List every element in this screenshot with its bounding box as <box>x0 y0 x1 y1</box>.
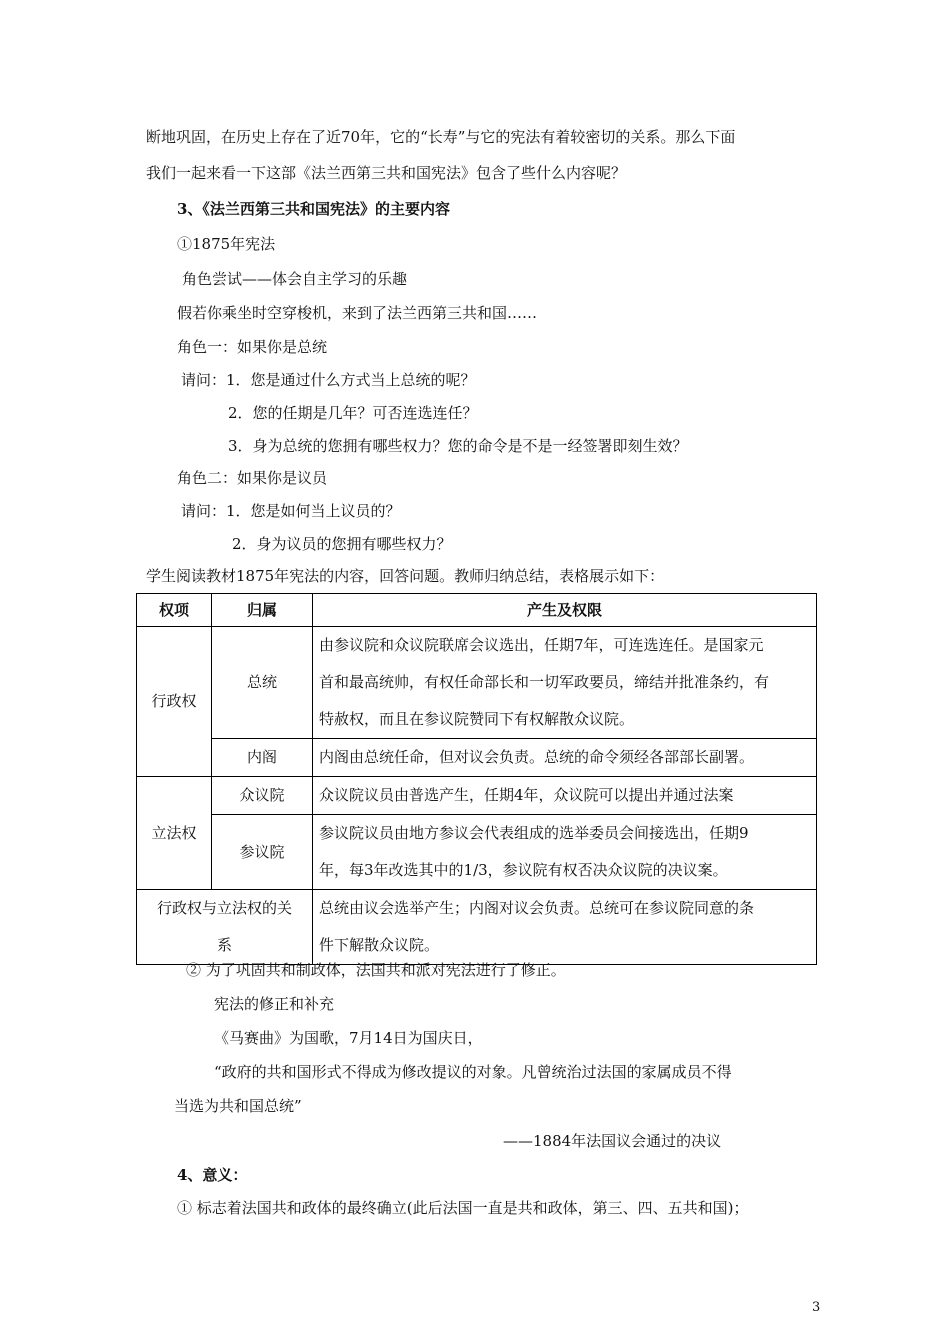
table-cell-president: 总统 <box>212 627 313 739</box>
table-header: 产生及权限 <box>313 594 817 627</box>
table-cell-exec-power: 行政权 <box>137 627 212 777</box>
table-cell-chamber: 众议院 <box>212 777 313 815</box>
table-cell-leg-power: 立法权 <box>137 777 212 890</box>
table-cell-president-desc: 由参议院和众议院联席会议选出，任期7年，可连选连任。是国家元 首和最高统帅，有权任命部长和一切军政要员，缔结并批准条约，有 特赦权，而且在参议院赞同下有权解散众议院。 <box>313 627 817 739</box>
question-line: 2．您的任期是几年？可否连选连任？ <box>228 404 478 422</box>
quote-source: ——1884年法国议会通过的决议 <box>503 1132 722 1150</box>
time-travel-line: 假若你乘坐时空穿梭机，来到了法兰西第三共和国…… <box>177 304 538 322</box>
table-row <box>137 777 817 815</box>
subheading-1875-constitution: ①1875年宪法 <box>177 235 276 253</box>
question-line: 2．身为议员的您拥有哪些权力？ <box>232 535 452 553</box>
role-two-line: 角色二：如果你是议员 <box>177 469 328 487</box>
role-one-line: 角色一：如果你是总统 <box>177 338 328 356</box>
table-header: 权项 <box>137 594 212 627</box>
section-heading-4: 4、意义： <box>177 1166 248 1184</box>
table-row <box>137 815 817 890</box>
question-line: 请问：1．您是如何当上议员的？ <box>181 502 401 520</box>
anthem-line: 《马赛曲》为国歌，7月14日为国庆日， <box>214 1029 483 1047</box>
table-cell-senate-desc: 参议院议员由地方参议会代表组成的选举委员会间接选出，任期9 年，每3年改选其中的1/3，参议院有权否决众议院的决议案。 <box>313 815 817 890</box>
table-cell-relation-desc: 总统由议会选举产生；内阁对议会负责。总统可在参议院同意的条 件下解散众议院。 <box>313 890 817 965</box>
table-header: 归属 <box>212 594 313 627</box>
question-line: 3．身为总统的您拥有哪些权力？您的命令是不是一经签署即刻生效？ <box>228 437 688 455</box>
table-row <box>137 627 817 739</box>
constitution-table <box>136 593 817 965</box>
table-cell-relation: 行政权与立法权的关 系 <box>137 890 313 965</box>
quote-line: “政府的共和国形式不得成为修改提议的对象。凡曾统治过法国的家属成员不得 <box>214 1063 732 1081</box>
section-heading-3: 3、《法兰西第三共和国宪法》的主要内容 <box>177 200 450 218</box>
table-row <box>137 890 817 965</box>
table-header-row <box>137 594 817 627</box>
role-try-line: 角色尝试——体会自主学习的乐趣 <box>182 270 408 288</box>
meaning-line: ① 标志着法国共和政体的最终确立(此后法国一直是共和政体，第三、四、五共和国)； <box>177 1199 749 1217</box>
question-line: 请问：1．您是通过什么方式当上总统的呢？ <box>181 371 476 389</box>
table-cell-senate: 参议院 <box>212 815 313 890</box>
table-row <box>137 739 817 777</box>
table-intro-line: 学生阅读教材1875年宪法的内容，回答问题。教师归纳总结，表格展示如下： <box>146 567 665 585</box>
subheading-amendment: ② 为了巩固共和制政体，法国共和派对宪法进行了修正。 <box>186 961 566 979</box>
table-cell-cabinet: 内阁 <box>212 739 313 777</box>
paragraph-line: 断地巩固，在历史上存在了近70年，它的“长寿”与它的宪法有着较密切的关系。那么下面 <box>146 128 736 146</box>
quote-line: 当选为共和国总统” <box>174 1097 302 1115</box>
table-cell-chamber-desc: 众议院议员由普选产生，任期4年，众议院可以提出并通过法案 <box>313 777 817 815</box>
table-cell-cabinet-desc: 内阁由总统任命，但对议会负责。总统的命令须经各部部长副署。 <box>313 739 817 777</box>
paragraph-line: 我们一起来看一下这部《法兰西第三共和国宪法》包含了些什么内容呢？ <box>146 164 627 182</box>
amendment-line: 宪法的修正和补充 <box>214 995 335 1013</box>
page-number: 3 <box>812 1300 821 1315</box>
